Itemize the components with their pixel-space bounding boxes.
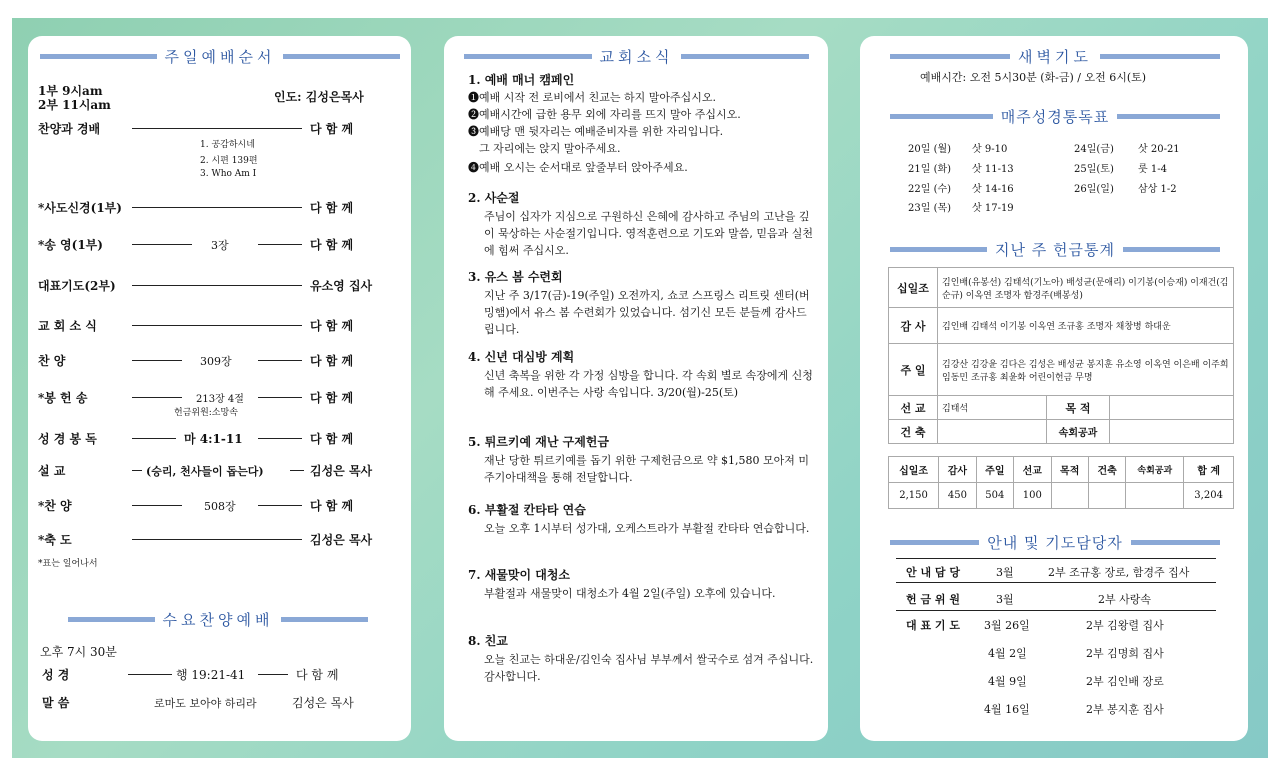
news-line: ❷예배시간에 급한 용무 외에 자리를 뜨지 말아 주십시오.: [468, 108, 741, 121]
bible-reading: 삿 17-19: [972, 203, 1014, 214]
summary-value: 2,150: [889, 483, 939, 509]
usher-names: 2부 조규홍 장로, 함경주 집사: [1048, 566, 1190, 579]
prayer-date: 4월 16일: [984, 703, 1030, 716]
summary-head: 선교: [1014, 457, 1051, 483]
prayer-person: 2부 김왕렬 집사: [1086, 619, 1164, 632]
prayer-person: 2부 김명희 집사: [1086, 647, 1164, 660]
offering-label: 선 교: [889, 396, 938, 420]
section-header: [890, 46, 1220, 66]
order-left: *찬 양: [38, 499, 72, 513]
order-left: *사도신경(1부): [38, 201, 122, 215]
sunday-service-panel: [28, 36, 411, 741]
prayer-label: 대 표 기 도: [906, 619, 960, 632]
offering-label: 감 사: [889, 308, 938, 344]
service-time-1: 1부 9시am: [38, 84, 103, 98]
wed-mid: 행 19:21-41: [176, 668, 246, 682]
bible-date: 21일 (화): [908, 164, 952, 175]
news-text: 지난 주 3/17(금)-19(주일) 오전까지, 쇼코 스프링스 리트릿 센터(버밍햄)에서 유스 봄 수련회가 있었습니다. 섬기신 모든 분들께 감사드립니다.: [484, 289, 810, 336]
order-mid: 508장: [204, 500, 236, 513]
section-title: 지난 주 헌금통계: [995, 240, 1115, 259]
order-right: 다 함 께: [310, 201, 354, 215]
section-header: [890, 239, 1220, 259]
prayer-date: 3월 26일: [984, 619, 1030, 632]
mission-names: 김태석: [938, 396, 1047, 420]
service-leader: 인도: 김성은목사: [274, 90, 364, 104]
section-header: [890, 532, 1220, 552]
offering-label: 주 일: [889, 344, 938, 396]
offering-names: 김인배 김태석 이기봉 이옥연 조규홍 조명자 채창병 하대운: [938, 308, 1234, 344]
summary-head: 건축: [1088, 457, 1125, 483]
sokhoe-names: [1110, 420, 1234, 444]
wed-mid: 로마도 보아야 하리라: [154, 697, 257, 710]
news-title: 7. 새물맞이 대청소: [468, 568, 571, 582]
order-left: 찬양과 경배: [38, 122, 101, 136]
order-left: 성 경 봉 독: [38, 432, 97, 446]
summary-head: 감사: [939, 457, 976, 483]
order-right: 다 함 께: [310, 391, 354, 405]
wed-right: 김성은 목사: [292, 696, 354, 710]
usher-label: 안 내 담 당: [906, 566, 960, 579]
sokhoe-label: 속회공과: [1047, 420, 1110, 444]
order-right: 다 함 께: [310, 499, 354, 513]
section-header: [40, 46, 400, 66]
bible-reading: 삿 20-21: [1138, 144, 1180, 155]
bible-date: 24일(금): [1074, 144, 1114, 155]
news-title: 3. 유스 봄 수련회: [468, 270, 563, 284]
news-text: 재난 당한 튀르키예를 돕기 위한 구제헌금으로 약 $1,580 모아져 미주기아대책을 통해 전달합니다.: [484, 454, 809, 484]
order-left: 찬 양: [38, 354, 66, 368]
church-news-panel: [444, 36, 828, 741]
offering-names: 김강산 김강윤 김다은 김성은 배성균 봉지훈 유소영 이옥연 이은배 이주희 임동민 조규홍 최윤화 어린이헌금 무명: [938, 344, 1234, 396]
order-right: 다 함 께: [310, 122, 354, 136]
news-title: 4. 신년 대심방 계획: [468, 350, 575, 364]
news-title: 8. 친교: [468, 634, 508, 648]
order-mid: 213장 4절: [196, 394, 244, 405]
prayer-offering-panel: [860, 36, 1248, 741]
news-text: 부활절과 새물맞이 대청소가 4월 2일(주일) 오후에 있습니다.: [484, 587, 776, 600]
order-right: 김성은 목사: [310, 464, 373, 478]
bible-date: 25일(토): [1074, 164, 1114, 175]
summary-head: 십일조: [889, 457, 939, 483]
order-left: *봉 헌 송: [38, 391, 88, 405]
bible-reading: 삿 9-10: [972, 144, 1008, 155]
section-header: [68, 609, 368, 629]
prayer-date: 4월 9일: [988, 675, 1027, 688]
offering-table: [888, 267, 1234, 444]
purpose-label: 목 적: [1047, 396, 1110, 420]
order-left: *송 영(1부): [38, 238, 103, 252]
summary-head: 합 계: [1184, 457, 1234, 483]
offering-note: 헌금위원:소망속: [174, 408, 238, 418]
order-right: 다 함 께: [310, 432, 354, 446]
news-title: 5. 튀르키예 재난 구제헌금: [468, 435, 609, 449]
news-line: ❶예배 시작 전 로비에서 친교는 하지 말아주십시오.: [468, 91, 716, 104]
order-right: 다 함 께: [310, 238, 354, 252]
order-left: 대표기도(2부): [38, 279, 116, 293]
news-line: ❹예배 오시는 순서대로 앞줄부터 앉아주세요.: [468, 161, 688, 174]
news-text: 주님이 십자가 지심으로 구원하신 은혜에 감사하고 주님의 고난을 깊이 묵상하는 사순절기입니다. 영적훈련으로 기도와 말씀, 믿음과 실천에 힘써 주십시오.: [484, 210, 813, 257]
bible-reading: 삿 11-13: [972, 164, 1014, 175]
wed-right: 다 함 께: [296, 668, 339, 682]
bible-reading: 삼상 1-2: [1138, 184, 1177, 195]
song-item: 2. 시편 139편: [200, 156, 258, 166]
prayer-person: 2부 봉지훈 집사: [1086, 703, 1164, 716]
section-title: 새벽기도: [1018, 47, 1092, 66]
news-text: 오늘 친교는 하대운/김인숙 집사님 부부께서 쌀국수로 섬겨 주십니다. 감사합니다.: [484, 653, 814, 683]
offering-committee-names: 2부 사랑속: [1098, 593, 1151, 606]
bible-date: 20일 (월): [908, 144, 952, 155]
order-right: 유소영 집사: [310, 279, 373, 293]
summary-value: 450: [939, 483, 976, 509]
offering-label: 십일조: [889, 268, 938, 308]
summary-head: 속회공과: [1126, 457, 1184, 483]
offering-names: 김인배(유봉선) 김태석(기노아) 배성균(문애리) 이기봉(이승재) 이재건(김순규) 이옥연 조명자 함경주(배봉성): [938, 268, 1234, 308]
summary-value: [1088, 483, 1125, 509]
summary-head: 목적: [1051, 457, 1088, 483]
prayer-person: 2부 김인배 장로: [1086, 675, 1164, 688]
summary-value: 100: [1014, 483, 1051, 509]
order-mid: 3장: [211, 239, 229, 252]
order-left: 교 회 소 식: [38, 319, 97, 333]
news-title: 6. 부활절 칸타타 연습: [468, 503, 586, 517]
purpose-names: [1110, 396, 1234, 420]
news-line: 그 자리에는 앉지 말아주세요.: [468, 142, 621, 155]
section-header: [890, 106, 1220, 126]
order-left: *축 도: [38, 533, 72, 547]
section-title: 주일예배순서: [164, 47, 276, 66]
prayer-date: 4월 2일: [988, 647, 1027, 660]
summary-value: 504: [976, 483, 1013, 509]
order-mid: 마 4:1-11: [184, 432, 243, 446]
sermon-title: (승리, 천사들이 돕는다): [146, 465, 264, 478]
bible-date: 23일 (목): [908, 203, 952, 214]
news-title: 1. 예배 매너 캠페인: [468, 73, 575, 87]
order-mid: 309장: [200, 355, 232, 368]
section-header: [464, 46, 809, 66]
bible-date: 22일 (수): [908, 184, 952, 195]
section-title: 안내 및 기도담당자: [987, 533, 1123, 552]
bible-reading: 룻 1-4: [1138, 164, 1167, 175]
news-title: 2. 사순절: [468, 191, 520, 205]
wed-time: 오후 7시 30분: [40, 645, 117, 659]
order-right: 다 함 께: [310, 319, 354, 333]
dawn-time: 예배시간: 오전 5시30분 (화-금) / 오전 6시(토): [920, 71, 1147, 84]
bible-date: 26일(일): [1074, 184, 1114, 195]
song-item: 1. 공감하시네: [200, 140, 255, 150]
summary-value: [1126, 483, 1184, 509]
service-time-2: 2부 11시am: [38, 98, 111, 112]
offering-summary-table: [888, 456, 1234, 509]
bible-reading: 삿 14-16: [972, 184, 1014, 195]
offering-label: 건 축: [889, 420, 938, 444]
wed-left: 성 경: [42, 668, 70, 682]
order-left: 설 교: [38, 464, 66, 478]
section-title: 수요찬양예배: [162, 610, 274, 629]
stand-note: *표는 일어나서: [38, 559, 98, 569]
usher-month: 3월: [996, 566, 1014, 579]
news-line: ❸예배당 맨 뒷자리는 예배준비자를 위한 자리입니다.: [468, 125, 724, 138]
summary-head: 주일: [976, 457, 1013, 483]
offering-committee-month: 3월: [996, 593, 1014, 606]
news-text: 오늘 오후 1시부터 성가대, 오케스트라가 부활절 칸타타 연습합니다.: [484, 522, 810, 535]
news-text: 신년 축복을 위한 각 가정 심방을 합니다. 각 속회 별로 속장에게 신청해 주세요. 이번주는 사랑 속입니다. 3/20(월)-25(토): [484, 369, 813, 399]
section-title: 교회소식: [599, 47, 674, 66]
order-right: 김성은 목사: [310, 533, 373, 547]
song-item: 3. Who Am I: [200, 169, 257, 179]
section-title: 매주성경통독표: [1000, 107, 1110, 126]
summary-value: 3,204: [1184, 483, 1234, 509]
summary-value: [1051, 483, 1088, 509]
build-names: [938, 420, 1047, 444]
order-right: 다 함 께: [310, 354, 354, 368]
wed-left: 말 씀: [42, 696, 70, 710]
offering-committee-label: 헌 금 위 원: [906, 593, 960, 606]
